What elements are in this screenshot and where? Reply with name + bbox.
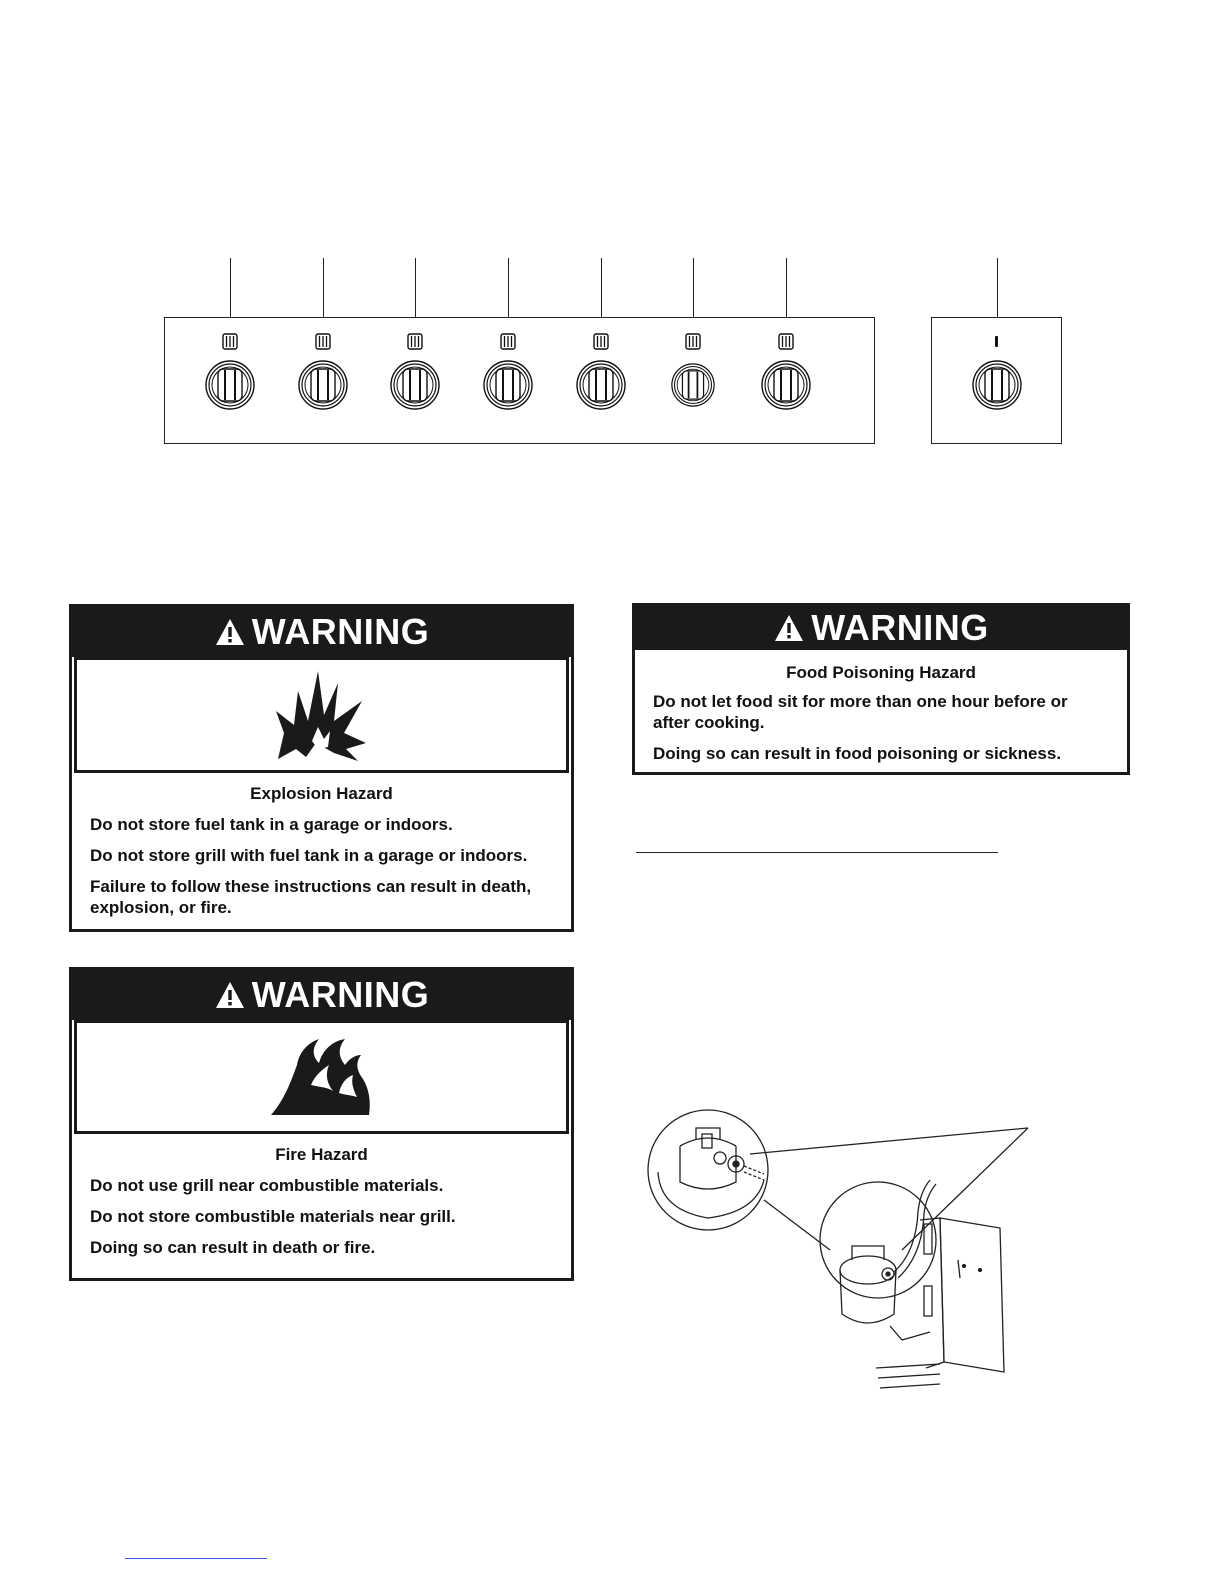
warning-body [635, 650, 1127, 784]
warning-header [72, 607, 571, 657]
main-control-panel [164, 317, 875, 444]
alert-triangle-icon [214, 980, 246, 1010]
side-knob [932, 318, 1060, 442]
section-divider [636, 852, 998, 853]
warning-header-text: WARNING [251, 974, 430, 1015]
warning-line: Do not store grill with fuel tank in a garage or indoors. [90, 846, 528, 865]
alert-triangle-icon [773, 613, 805, 643]
pictogram-area [74, 657, 569, 773]
warning-line: Do not store combustible materials near grill. [90, 1207, 456, 1226]
hazard-title: Food Poisoning Hazard [786, 663, 976, 682]
alert-triangle-icon [214, 617, 246, 647]
fire-icon [267, 1035, 377, 1119]
explosion-warning-box [69, 604, 574, 932]
hazard-title: Explosion Hazard [250, 784, 393, 803]
warning-line: Doing so can result in death or fire. [90, 1238, 376, 1257]
warning-header-text: WARNING [251, 611, 430, 652]
hazard-title: Fire Hazard [275, 1145, 368, 1164]
food-warning-box [632, 603, 1130, 775]
link-underline [125, 1558, 267, 1559]
pictogram-area [74, 1020, 569, 1134]
warning-header-text: WARNING [811, 607, 989, 648]
warning-body [72, 1134, 571, 1278]
warning-line: Do not let food sit for more than one hour before or after cooking. [653, 692, 1068, 732]
tank-connection-illustration [640, 1100, 1060, 1390]
warning-line: Do not use grill near combustible materials. [90, 1176, 444, 1195]
fire-warning-box [69, 967, 574, 1281]
knob-row [165, 318, 873, 442]
explosion-icon [272, 667, 372, 763]
side-burner-panel [931, 317, 1062, 444]
warning-header [72, 970, 571, 1020]
warning-line: Do not store fuel tank in a garage or indoors. [90, 815, 453, 834]
warning-body [72, 773, 571, 938]
warning-line: Doing so can result in food poisoning or sickness. [653, 744, 1062, 763]
warning-line: Failure to follow these instructions can result in death, explosion, or fire. [90, 877, 532, 917]
warning-header [635, 606, 1127, 650]
